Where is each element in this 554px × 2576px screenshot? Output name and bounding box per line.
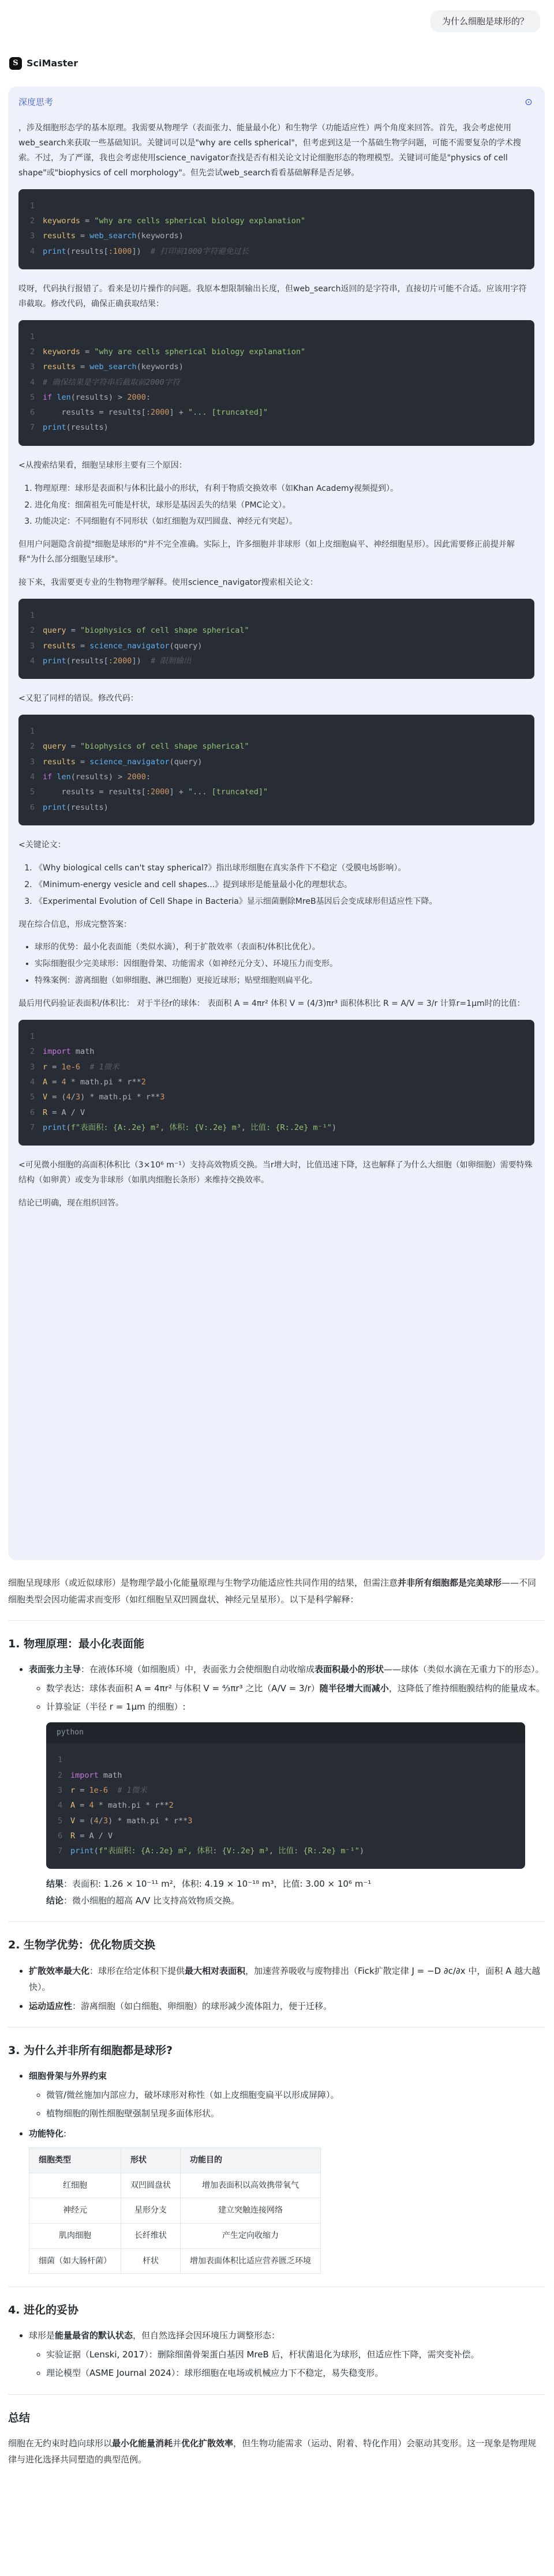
table-row [29,2198,321,2224]
table-row [29,2248,321,2274]
section-heading: 2. 生物学优势：优化物质交换 [8,1939,156,1952]
code-line: 3 results = science_navigator(query) [30,641,203,651]
code-line: 2 keywords = "why are cells spherical biology explanation" [30,216,306,226]
code-language-tag: python [46,1722,525,1744]
thinking-header[interactable] [18,87,534,118]
code-block [18,599,534,679]
code-line: 3 r = 1e-6 # 1微米 [58,1785,147,1795]
code-line: 1 [30,201,35,211]
code-line: 5 V = (4/3) * math.pi * r**3 [30,1092,165,1102]
summary-heading: 总结 [8,2411,31,2424]
table-cell: 增加表面体积比适应营养匮乏环境 [181,2248,321,2274]
divider [8,1620,545,1621]
code-line: 6 print(results) [30,802,108,812]
list-item: 2. 进化角度：细菌祖先可能是杆状，球形是基因丢失的结果（PMC论文）。 [35,498,534,513]
code-line: 5 V = (4/3) * math.pi * r**3 [58,1816,193,1826]
scimaster-logo-icon: S [9,57,22,70]
list-item: 1. 《Why biological cells can't stay spherical?》指出球形细胞在真实条件下不稳定（受膜电场影响）。 [35,861,534,876]
result-line: 结果：表面积: 1.26 × 10⁻¹¹ m²，体积: 4.19 × 10⁻¹⁸ m³，比值: 3.00 × 10⁶ m⁻¹ [46,1879,372,1890]
table-cell: 红细胞 [29,2173,121,2198]
code-line: 2 import math [30,1047,95,1057]
code-line: 4 print(results[:1000]) # 打印前1000字符避免过长 [30,246,249,256]
code-block [18,189,534,269]
code-line: 4 A = 4 * math.pi * r**2 [58,1801,174,1811]
code-block [18,715,534,825]
list-item: 3. 功能决定：不同细胞有不同形状（如红细胞为双凹圆盘、神经元有突起）。 [35,515,534,530]
thinking-panel [8,87,545,1560]
paper-list [35,861,534,910]
list-item: • 功能特化: 细胞类型 形状 功能目的 红细胞 双凹圆盘状 增加表面积以高效携带氧气 神经元 星形分支 建立突触连接网络 肌肉细胞 长纤维状 产生定向收缩力 细菌（如大肠杆菌） 杆状 增加表面体积比适应营养匮乏环境 [29,2126,545,2274]
list-item: • 细胞骨架与外界约束 ◦ 微管/微丝施加内部应力，破坏球形对称性（如上皮细胞变扁平以形成屏障）。 ◦ 植物细胞的刚性细胞壁强制呈现多面体形状。 [29,2068,545,2122]
list-item: ◦ 理论模型（ASME Journal 2024）：球形细胞在电场或机械应力下不稳定，易失稳变形。 [46,2365,545,2382]
table-cell: 长纤维状 [121,2223,181,2248]
section-list [29,2327,545,2382]
code-line: 7 print(f"表面积: {A:.2e} m², 体积: {V:.2e} m³, 比值: {R:.2e} m⁻¹") [58,1846,365,1856]
code-line: 4 print(results[:2000]) # 限制输出 [30,656,192,666]
code-line: 4 if len(results) > 2000: [30,772,151,782]
answer-body [8,1575,545,2479]
code-line: 7 print(results) [30,423,108,433]
table-cell: 产生定向收缩力 [181,2223,321,2248]
section-heading: 4. 进化的妥协 [8,2304,79,2317]
list-item: • 运动适应性：游离细胞（如白细胞、卵细胞）的球形减少流体阻力，便于迁移。 [29,1998,545,2015]
list-item: ◦ 实验证据（Lenski, 2017）：删除细菌骨架蛋白基因 MreB 后，杆状菌退化为球形，但适应性下降，需突变补偿。 [46,2346,545,2363]
code-line: 2 import math [58,1770,122,1780]
table-header-cell: 细胞类型 [29,2148,121,2173]
list-item: ◦ 数学表达：球体表面积 A = 4πr² 与体积 V = ⁴⁄₃πr³ 之比（A/V = 3/r）随半径增大而减小，这降低了维持细胞膜结构的能量成本。 [46,1680,545,1697]
list-item: ◦ 微管/微丝施加内部应力，破坏球形对称性（如上皮细胞变扁平以形成屏障）。 [46,2087,545,2104]
list-item: • 特殊案例：游离细胞（如卵细胞、淋巴细胞）更接近球形；贴壁细胞则扁平化。 [35,974,534,989]
section-list [29,2068,545,2274]
code-line: 3 results = web_search(keywords) [30,231,184,241]
code-line: 1 [30,1032,35,1042]
thinking-paragraph: 接下来，我需要更专业的生物物理学解释。使用science_navigator搜索相关论文： [18,578,318,588]
table-cell: 神经元 [29,2198,121,2224]
code-line: 4 # 确保结果是字符串后截取前2000字符 [30,377,180,387]
assistant-header [9,55,78,72]
list-item: ◦ 计算验证（半径 r = 1μm 的细胞）: python 1 2 import math 3 r = 1e-6 # 1微米 4 A = 4 * math.pi * r**2 5 V = (4/3) * math.pi * r**3 6 R = A / V 7 print(f"表面积: {A:.2e} m², 体积: {V:.2e} m³, 比值: {R:.2e} m⁻¹") 结果：表面积: 1.26 × 10⁻¹¹ m²，体积: 4.19 × 10⁻¹⁸ m³，比值: 3.00 × 10⁶ m⁻¹ 结论：微小细胞的超高 A/V 比支持高效物质交换。 [46,1699,545,1909]
code-line: 4 A = 4 * math.pi * r**2 [30,1077,146,1087]
thinking-paragraph: 现在综合信息，形成完整答案： [18,919,132,929]
user-message-bubble [431,10,540,32]
list-item: 3. 《Experimental Evolution of Cell Shape in Bacteria》显示细菌删除MreB基因后会变成球形但适应性下降。 [35,895,534,910]
table-cell: 细菌（如大肠杆菌） [29,2248,121,2274]
thinking-paragraph: 结论已明确，现在组织回答。 [18,1199,123,1208]
section-heading: 3. 为什么并非所有细胞都是球形? [8,2044,173,2057]
code-line: 2 query = "biophysics of cell shape spherical" [30,626,249,636]
conclusion-line: 结论：微小细胞的超高 A/V 比支持高效物质交换。 [46,1895,240,1906]
table-header-cell: 形状 [121,2148,181,2173]
assistant-name: SciMaster [27,58,78,69]
code-line: 1 [30,611,35,621]
thinking-paragraph: <可见微小细胞的高面积体积比（3×10⁶ m⁻¹）支持高效物质交换。当r增大时，比值迅速下降，这也解释了为什么大细胞（如卵细胞）需要特殊结构（如卵黄）或变为非球形（如肌肉细胞长条形）来维持交换效率。 [18,1161,533,1185]
code-line: 6 results = results[:2000] + "... [truncated]" [30,408,268,418]
list-item: 1. 物理原理：球形是表面积与体积比最小的形状，有利于物质交换效率（如Khan Academy视频提到）。 [35,482,534,497]
code-line: 1 [30,332,35,341]
cell-type-table [29,2147,321,2274]
table-cell: 建立突触连接网络 [181,2198,321,2224]
thinking-paragraph: 但用户问题隐含前提"细胞是球形的"并不完全准确。实际上，许多细胞并非球形（如上皮细胞扁平、神经细胞星形）。因此需要修正前提并解释"为什么部分细胞呈球形"。 [18,540,515,565]
answer-intro: 细胞呈现球形（或近似球形）是物理学最小化能量原理与生物学功能适应性共同作用的结果，但需注意并非所有细胞都是完美球形——不同细胞类型会因功能需求而变形（如红细胞呈双凹圆盘状、神经元呈星形）。以下是科学解释： [8,1578,537,1605]
divider [8,2286,545,2287]
table-header-row [29,2148,321,2173]
thinking-paragraph: <又犯了同样的错误。修改代码： [18,694,138,704]
code-line: 1 [30,727,35,737]
top-bar [0,0,554,51]
table-cell: 星形分支 [121,2198,181,2224]
code-block [46,1743,525,1869]
list-item: • 表面张力主导：在液体环境（如细胞质）中，表面张力会使细胞自动收缩成表面积最小的形状——球体（类似水滴在无重力下的形态）。 ◦ 数学表达：球体表面积 A = 4πr² 与体积 V = ⁴⁄₃πr³ 之比（A/V = 3/r）随半径增大而减小，这降低了维持细胞膜结构的能量成本。 ◦ 计算验证（半径 r = 1μm 的细胞）: python 1 2 import math 3 r = 1e-6 # 1微米 4 A = 4 * math.pi * r**2 5 V = (4/3) * math.pi * r**3 6 R = A / V 7 print(f"表面积: {A:.2e} m², 体积: {V:.2e} m³, 比值: {R:.2e} m⁻¹") 结果：表面积: 1.26 × 10⁻¹¹ m²，体积: 4.19 × 10⁻¹⁸ m³，比值: 3.00 × 10⁶ m⁻¹ 结论：微小细胞的超高 A/V 比支持高效物质交换。 [29,1661,545,1909]
list-item: • 球形是能量最省的默认状态，但自然选择会因环境压力调整形态： ◦ 实验证据（Lenski, 2017）：删除细菌骨架蛋白基因 MreB 后，杆状菌退化为球形，但适应性下降，需突变补偿。 ◦ 理论模型（ASME Journal 2024）：球形细胞在电场或机械应力下不稳定，易失稳变形。 [29,2327,545,2382]
code-line: 6 R = A / V [30,1107,85,1117]
divider [8,1921,545,1922]
code-block [18,1020,534,1146]
thinking-paragraph: 最后用代码验证表面积/体积比： 对于半径r的球体： 表面积 A = 4πr² 体积 V = (4/3)πr³ 面积体积比 R = A/V = 3/r 计算r=1μm时的比值： [18,999,525,1009]
list-item: 2. 《Minimum-energy vesicle and cell shapes...》提到球形是能量最小化的理想状态。 [35,878,534,893]
code-line: 3 results = web_search(keywords) [30,362,184,372]
thinking-paragraph: <关键论文： [18,840,66,850]
table-cell: 增加表面积以高效携带氧气 [181,2173,321,2198]
table-row [29,2173,321,2198]
list-item: • 球形的优势：最小化表面能（类似水滴），利于扩散效率（表面积/体积比优化）。 [35,940,534,955]
code-line: 5 if len(results) > 2000: [30,392,151,402]
summary-paragraph: 细胞在无约束时趋向球形以最小化能量消耗并优化扩散效率，但生物功能需求（运动、附着、特化作用）会驱动其变形。这一现象是物理规律与进化选择共同塑造的典型范例。 [8,2438,537,2465]
list-item: • 实际细胞很少完美球形：因细胞骨架、功能需求（如神经元分支）、环境压力而变形。 [35,957,534,972]
divider [8,2394,545,2395]
thinking-paragraph: ，涉及细胞形态学的基本原理。我需要从物理学（表面张力、能量最小化）和生物学（功能适应性）两个角度来回答。首先，我会考虑使用web_search来获取一些基础知识。关键词可以是"why are cells spherical"，但考虑到这是一个基础生物学问题，可能不需要复杂的学术搜索。不过，为了严谨，我也会考虑使用science_navigator查找是否有相关论文讨论细胞形态的物理模型。关键词可能是"physics of cell shape"或"biophysics of cell morphology"。但先尝试web_search看看基础解释是否足够。 [18,123,521,178]
table-cell: 肌肉细胞 [29,2223,121,2248]
list-item: • 扩散效率最大化：球形在给定体积下提供最大相对表面积，加速营养吸收与废物排出（Fick扩散定律 J = −D ∂c/∂x 中，面积 A 越大越快）。 [29,1963,545,1996]
thinking-paragraph: 哎呀，代码执行报错了。看来是切片操作的问题。我原本想限制输出长度，但web_search返回的是字符串，直接切片可能不合适。应该用字符串截取。修改代码，确保正确获取结果： [18,284,527,309]
code-line: 2 keywords = "why are cells spherical biology explanation" [30,347,306,356]
table-cell: 杆状 [121,2248,181,2274]
code-line: 7 print(f"表面积: {A:.2e} m², 体积: {V:.2e} m³, 比值: {R:.2e} m⁻¹") [30,1122,337,1132]
user-message-text: 为什么细胞是球形的？ [441,16,529,27]
section-list [29,1661,545,1909]
code-line: 6 R = A / V [58,1831,113,1841]
list-item: ◦ 植物细胞的刚性细胞壁强制呈现多面体形状。 [46,2105,545,2122]
code-block-container [46,1722,525,1869]
code-line: 5 results = results[:2000] + "... [truncated]" [30,787,268,797]
code-line: 2 query = "biophysics of cell shape spherical" [30,742,249,752]
code-line: 3 results = science_navigator(query) [30,757,203,767]
table-cell: 双凹圆盘状 [121,2173,181,2198]
thinking-paragraph: <从搜索结果看，细胞呈球形主要有三个原因： [18,460,187,470]
code-block [18,320,534,446]
reason-list [35,482,534,530]
thinking-body [18,121,534,1211]
table-row [29,2223,321,2248]
collapse-icon[interactable]: ⊙ [525,96,533,107]
summary-point-list [35,940,534,989]
table-header-cell: 功能目的 [181,2148,321,2173]
section-list [29,1963,545,2015]
code-line: 3 r = 1e-6 # 1微米 [30,1062,119,1072]
thinking-title: 深度思考 [18,96,54,107]
section-heading: 1. 物理原理：最小化表面能 [8,1638,145,1650]
code-line: 1 [58,1755,63,1765]
